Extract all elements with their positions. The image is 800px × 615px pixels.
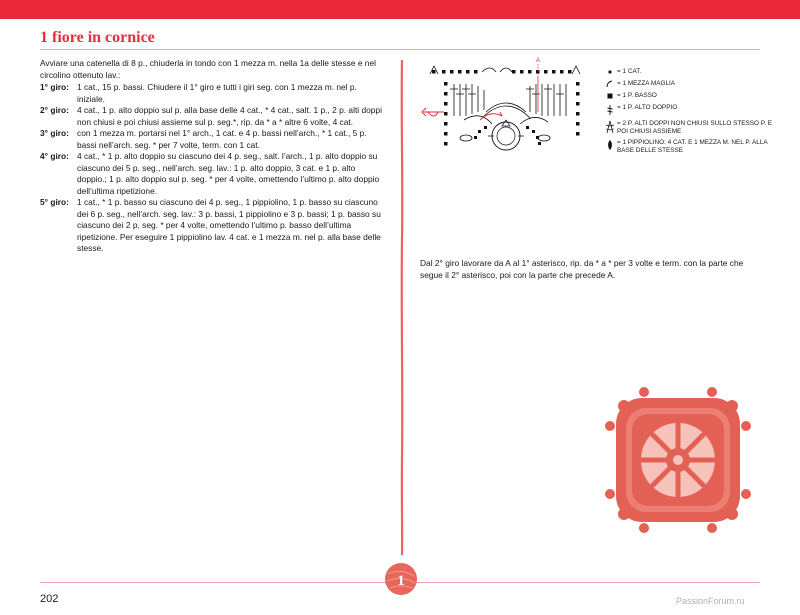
square-icon	[603, 92, 617, 100]
cluster-icon	[603, 120, 617, 134]
legend-text: = 1 P. ALTO DOPPIO	[617, 104, 678, 111]
round-label: 3° giro:	[40, 128, 69, 138]
round-text: con 1 mezza m. portarsi nel 1° arch., 1 cat. e 4 p. bassi nell’arch., * 1 cat., 5 p. bassi nell’arch. seg. * per 7 volte, term. con 1 cat.	[77, 128, 367, 150]
round-label: 1° giro:	[40, 82, 69, 92]
instructions-intro: Avviare una catenella di 8 p., chiuderla in tondo con 1 mezza m. nella 1a delle stesse e nel circolino ottenuto lav.:	[40, 58, 376, 80]
page-number: 202	[40, 593, 59, 605]
round-text: 4 cat., * 1 p. alto doppio su ciascuno dei 4 p. seg., salt. l’arch., 1 p. alto doppio su ciascuno dei 5 p. seg., nell’arch. seg. lav.: 1 p. alto doppio, 3 cat. e 1 p. alto doppio.; 1 p. alto doppio sul p. seg. * per 4 volte, omettendo l’ultimo p. alto doppio dell’ultima ripetizione.	[77, 151, 380, 196]
legend-item-picot	[603, 139, 773, 154]
round-label: 5° giro:	[40, 197, 69, 207]
legend-text: = 1 PIPPIOLINO: 4 CAT. E 1 MEZZA M. NEL P. ALLA BASE DELLE STESSE	[617, 139, 768, 154]
yarn-ball-badge	[384, 562, 418, 596]
yarn-strand-divider	[398, 60, 406, 555]
legend-item-single-crochet	[603, 92, 773, 100]
arc-icon	[603, 80, 617, 88]
round-text: 4 cat., 1 p. alto doppio sul p. alla base delle 4 cat., * 4 cat., salt. 1 p., 2 p. alti doppi non chiusi e poi chiusi assieme sul p. seg.*, rip. da * a * altre 6 volte, 4 cat.	[77, 105, 382, 127]
round-4	[40, 151, 385, 197]
round-label: 4° giro:	[40, 151, 69, 161]
badge-number: 1	[397, 573, 405, 589]
round-text: 1 cat., 15 p. bassi. Chiudere il 1° giro e tutti i giri seg. con 1 mezza m. nel p. iniziale.	[77, 82, 357, 104]
picot-icon	[603, 139, 617, 151]
round-3	[40, 128, 385, 151]
legend-text: = 2 P. ALTI DOPPI NON CHIUSI SULLO STESSO P. E POI CHIUSI ASSIEME	[617, 120, 773, 135]
double-crochet-icon	[603, 104, 617, 116]
round-text: 1 cat., * 1 p. basso su ciascuno dei 4 p. seg., 1 pippiolino, 1 p. basso su ciascuno dei 6 p. seg., nell’arch. seg. lav.: 3 p. bassi, 1 pippiolino e 3 p. bassi; 1 p. basso su ciascuno dei 2 p. seg. * per 4 volte, omettendo l’ultimo p. basso dell’ultima ripetizione. Per eseguire 1 pippiolino lav. 4 cat. e 1 mezza m. nel p. alla base delle stesse.	[77, 197, 381, 253]
legend-item-treble	[603, 104, 773, 116]
crochet-motif-photo	[596, 378, 760, 542]
title-divider	[40, 49, 760, 50]
legend-text: = 1 CAT.	[617, 68, 642, 75]
watermark: PassionForum.ru	[676, 596, 745, 606]
legend-item-chain	[603, 68, 773, 76]
round-2	[40, 105, 385, 128]
instructions	[40, 58, 385, 255]
round-5	[40, 197, 385, 255]
crochet-chart	[420, 56, 600, 156]
top-accent-bar	[0, 0, 800, 19]
dot-icon	[603, 68, 617, 76]
legend-item-cluster	[603, 120, 773, 135]
chart-label-a: A	[535, 58, 541, 64]
legend-text: = 1 P. BASSO	[617, 92, 657, 99]
assembly-note: Dal 2° giro lavorare da A al 1° asterisco, rip. da * a * per 3 volte e term. con la parte che segue il 2° asterisco, poi con la parte che precede A.	[420, 258, 744, 280]
page-title: 1 fiore in cornice	[40, 29, 155, 46]
chart-legend	[603, 68, 773, 158]
legend-item-slip-stitch	[603, 80, 773, 88]
round-label: 2° giro:	[40, 105, 69, 115]
round-1	[40, 82, 385, 105]
legend-text: = 1 MEZZA MAGLIA	[617, 80, 676, 87]
